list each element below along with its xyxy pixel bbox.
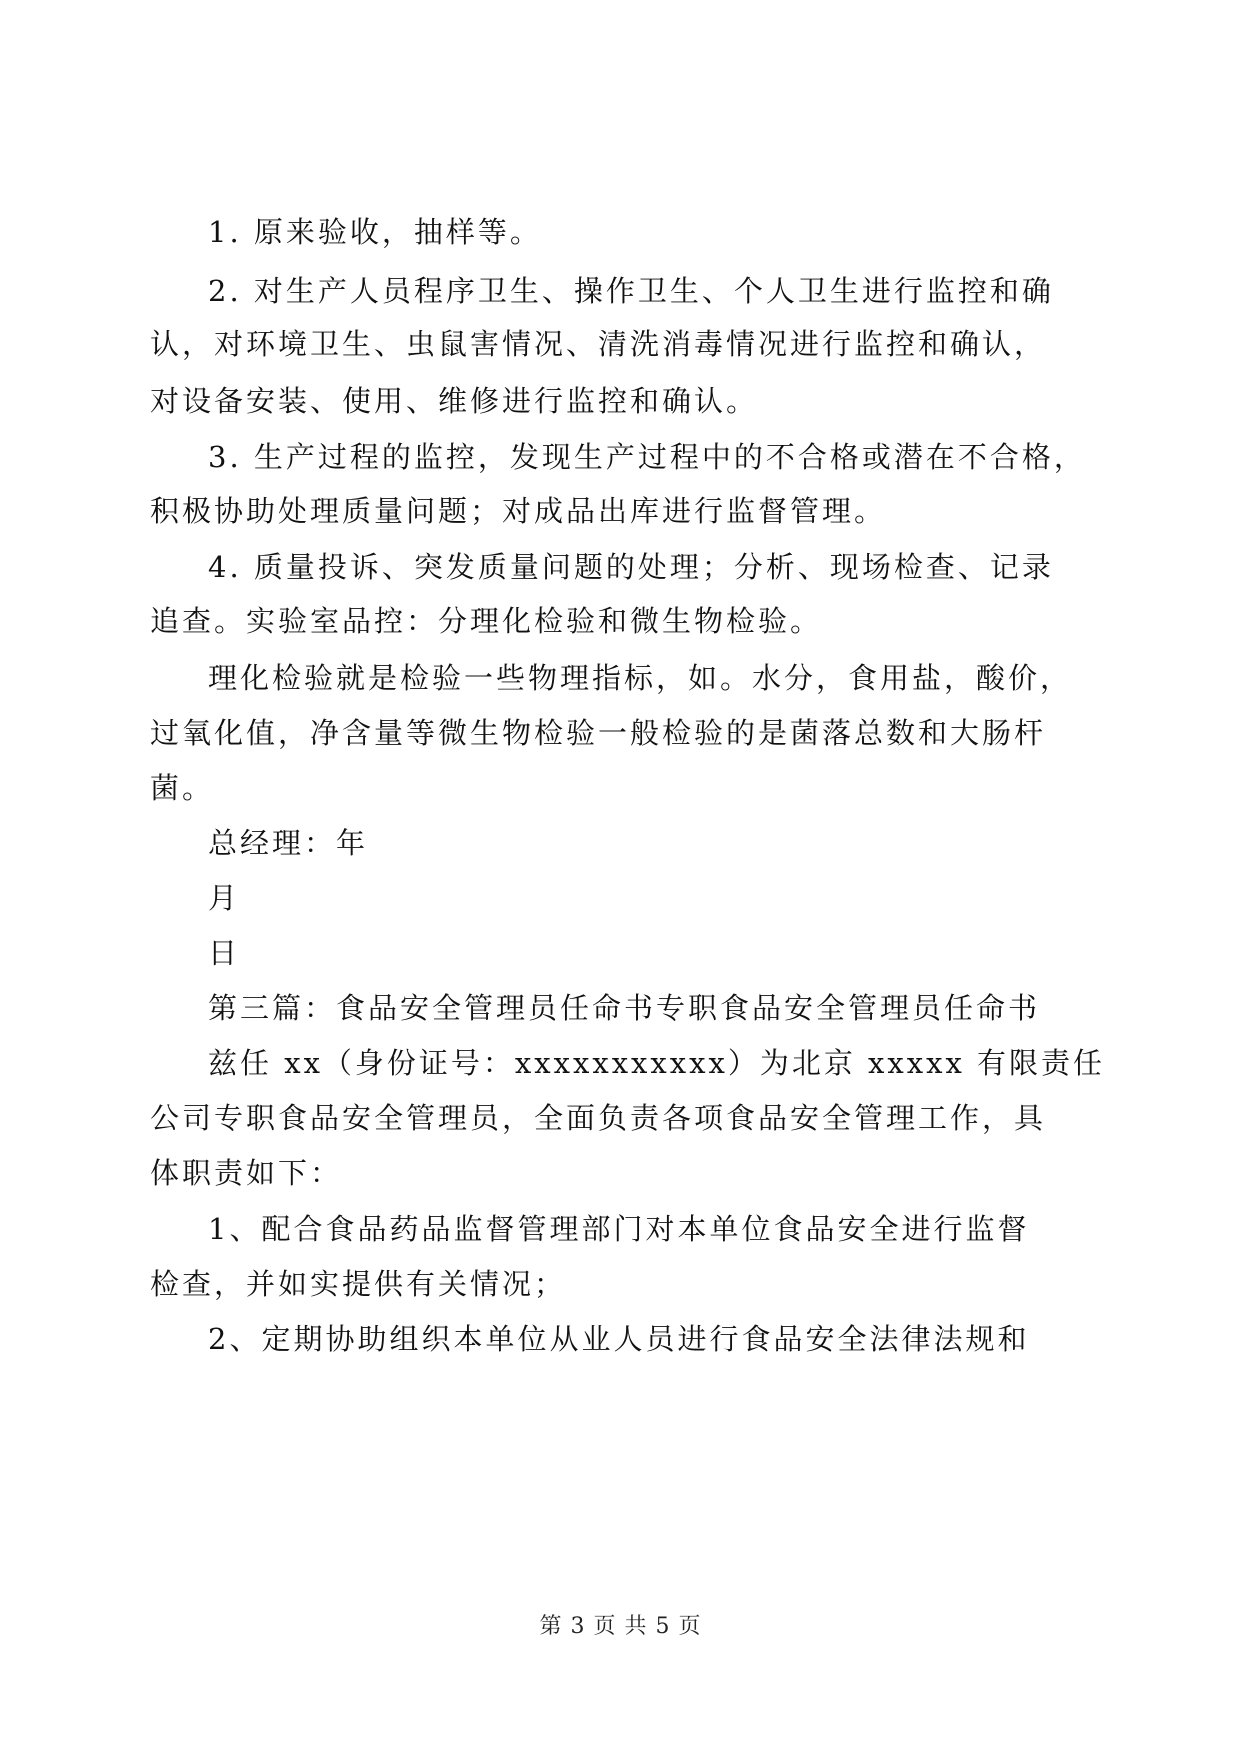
section-heading: 第三篇：食品安全管理员任命书专职食品安全管理员任命书: [208, 991, 1041, 1025]
text-line: 菌。: [150, 771, 215, 805]
text-line: 对设备安装、使用、维修进行监控和确认。: [150, 384, 759, 418]
text-line: 公司专职食品安全管理员，全面负责各项食品安全管理工作，具: [150, 1101, 1047, 1135]
text-line: 检查，并如实提供有关情况；: [150, 1267, 567, 1301]
text-line: 2、定期协助组织本单位从业人员进行食品安全法律法规和: [208, 1322, 1030, 1356]
text-line: 3. 生产过程的监控，发现生产过程中的不合格或潜在不合格，: [208, 440, 1086, 474]
text-line: 日: [208, 936, 241, 970]
text-line: 过氧化值，净含量等微生物检验一般检验的是菌落总数和大肠杆: [150, 716, 1047, 750]
page-footer: 第 3 页 共 5 页: [539, 1614, 702, 1639]
text-line: 1. 原来验收，抽样等。: [208, 215, 542, 249]
text-line: 积极协助处理质量问题；对成品出库进行监督管理。: [150, 494, 887, 528]
text-line: 体职责如下：: [150, 1156, 343, 1190]
text-line: 2. 对生产人员程序卫生、操作卫生、个人卫生进行监控和确: [208, 274, 1054, 308]
text-line: 月: [208, 881, 241, 915]
text-line: 兹任 xx（身份证号：xxxxxxxxxxx）为北京 xxxxx 有限责任: [208, 1046, 1106, 1080]
text-line: 总经理：年: [208, 826, 369, 860]
text-line: 追查。实验室品控：分理化检验和微生物检验。: [150, 604, 823, 638]
text-line: 理化检验就是检验一些物理指标，如。水分，食用盐，酸价，: [208, 661, 1073, 695]
text-line: 认，对环境卫生、虫鼠害情况、清洗消毒情况进行监控和确认，: [150, 327, 1047, 361]
text-line: 1、配合食品药品监督管理部门对本单位食品安全进行监督: [208, 1212, 1030, 1246]
text-line: 4. 质量投诉、突发质量问题的处理；分析、现场检查、记录: [208, 550, 1054, 584]
